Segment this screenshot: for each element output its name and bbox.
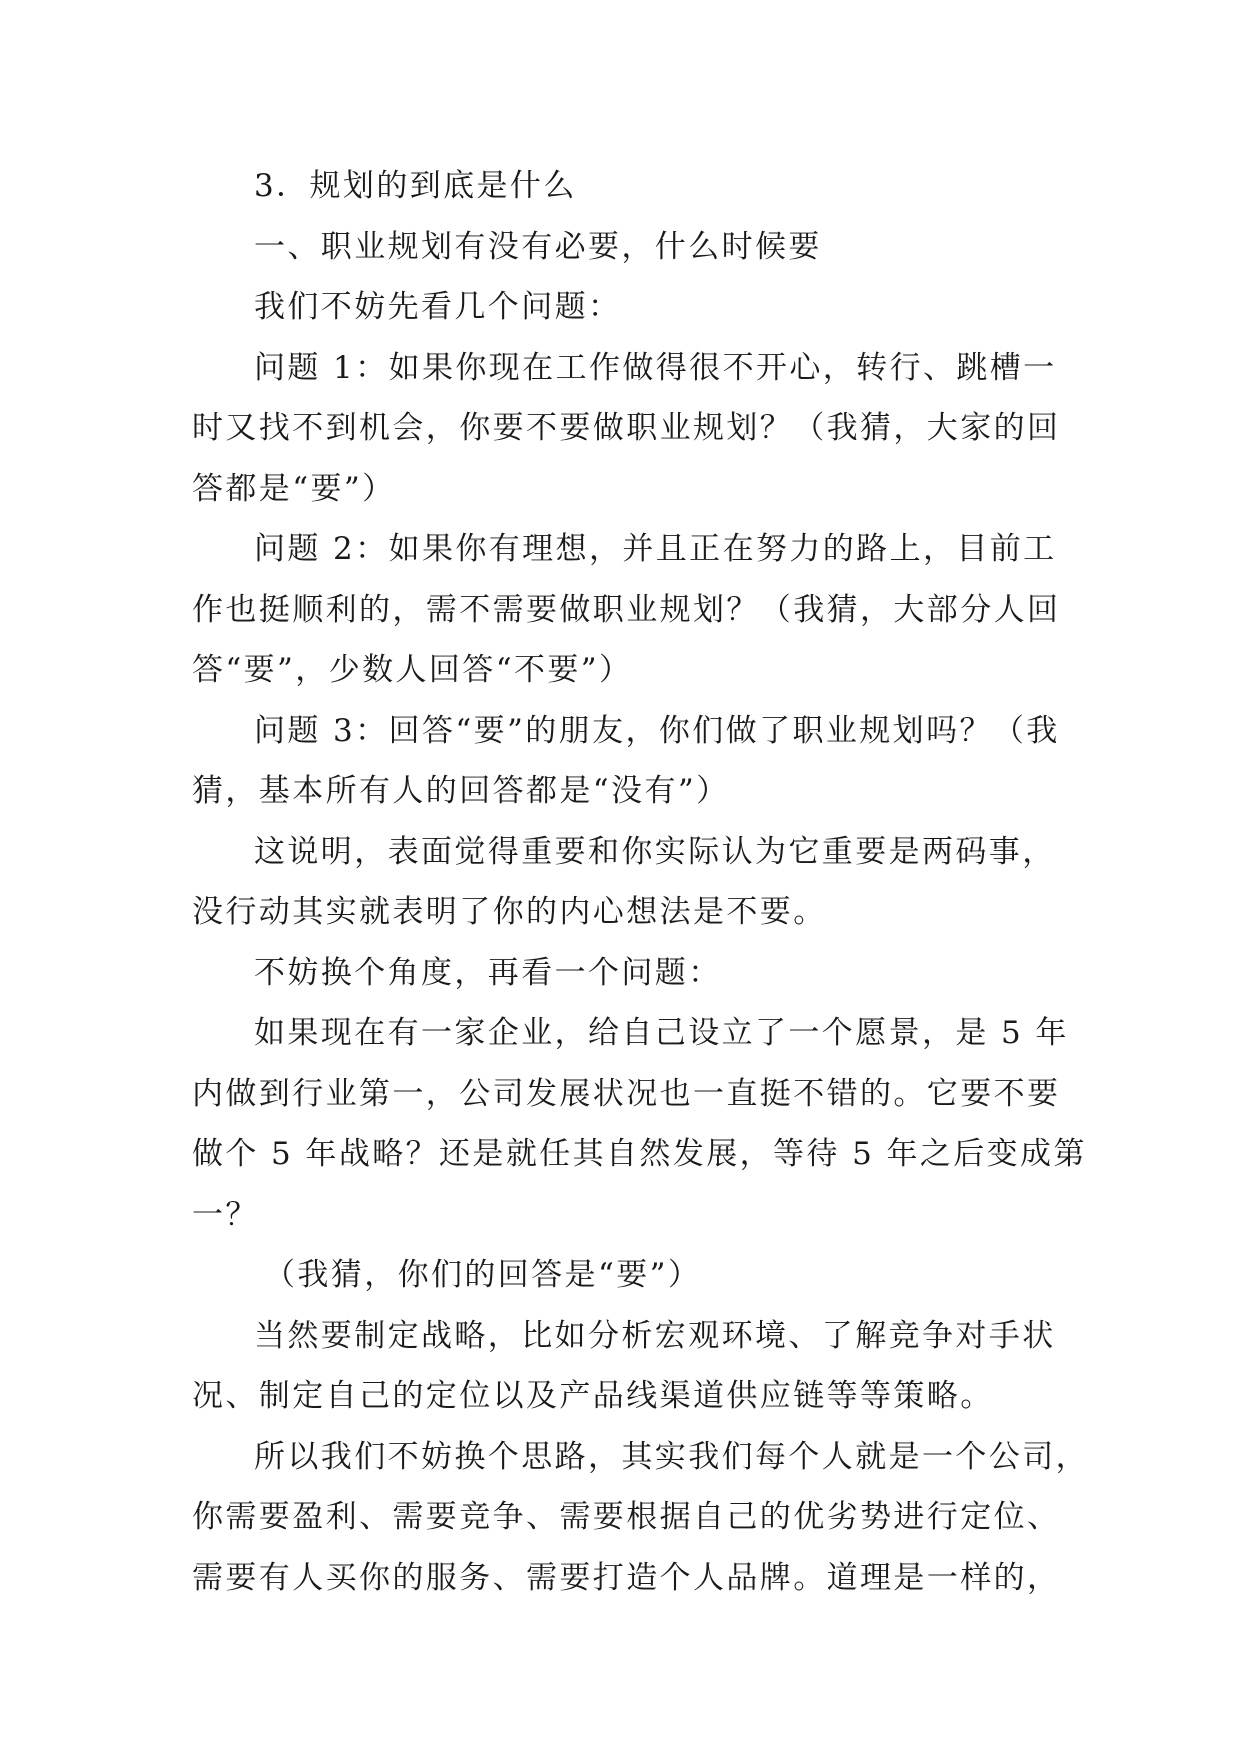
paragraph-line: 答“要”，少数人回答“不要”） [192, 652, 633, 688]
paragraph-line: 答都是“要”） [192, 470, 396, 507]
paragraph-line: 问题 2：如果你有理想，并且正在努力的路上，目前工 [254, 531, 1057, 567]
paragraph-line: 没行动其实就表明了你的内心想法是不要。 [192, 894, 827, 930]
paragraph-line: 一？ [192, 1196, 259, 1233]
paragraph-line: 况、制定自己的定位以及产品线渠道供应链等等策略。 [192, 1378, 994, 1414]
paragraph-line: 猜，基本所有人的回答都是“没有”） [192, 773, 730, 809]
subsection-heading: 一、职业规划有没有必要，什么时候要 [254, 228, 822, 265]
paragraph-line: 内做到行业第一，公司发展状况也一直挺不错的。它要不要 [192, 1075, 1061, 1112]
paragraph-line: 不妨换个角度，再看一个问题： [254, 954, 722, 991]
paragraph-line: （我猜，你们的回答是“要”） [264, 1257, 702, 1293]
paragraph-line: 需要有人买你的服务、需要打造个人品牌。道理是一样的， [192, 1559, 1061, 1596]
paragraph-line: 做个 5 年战略？还是就任其自然发展，等待 5 年之后变成第 [192, 1136, 1087, 1172]
paragraph-line: 如果现在有一家企业，给自己设立了一个愿景，是 5 年 [254, 1015, 1069, 1051]
paragraph-line: 你需要盈利、需要竞争、需要根据自己的优劣势进行定位、 [192, 1499, 1061, 1535]
paragraph-line: 所以我们不妨换个思路，其实我们每个人就是一个公司， [254, 1438, 1089, 1475]
paragraph-line: 问题 1：如果你现在工作做得很不开心，转行、跳槽一 [254, 349, 1057, 386]
paragraph-line: 当然要制定战略，比如分析宏观环境、了解竞争对手状 [254, 1317, 1056, 1354]
paragraph-line: 作也挺顺利的，需不需要做职业规划？（我猜，大部分人回 [192, 591, 1061, 628]
paragraph-line: 我们不妨先看几个问题： [254, 289, 622, 325]
section-heading: 3．规划的到底是什么 [254, 168, 577, 204]
paragraph-line: 这说明，表面觉得重要和你实际认为它重要是两码事， [254, 833, 1056, 870]
paragraph-line: 时又找不到机会，你要不要做职业规划？（我猜，大家的回 [192, 410, 1061, 446]
document-body [192, 156, 1089, 1608]
paragraph-line: 问题 3：回答“要”的朋友，你们做了职业规划吗？（我 [254, 712, 1060, 749]
